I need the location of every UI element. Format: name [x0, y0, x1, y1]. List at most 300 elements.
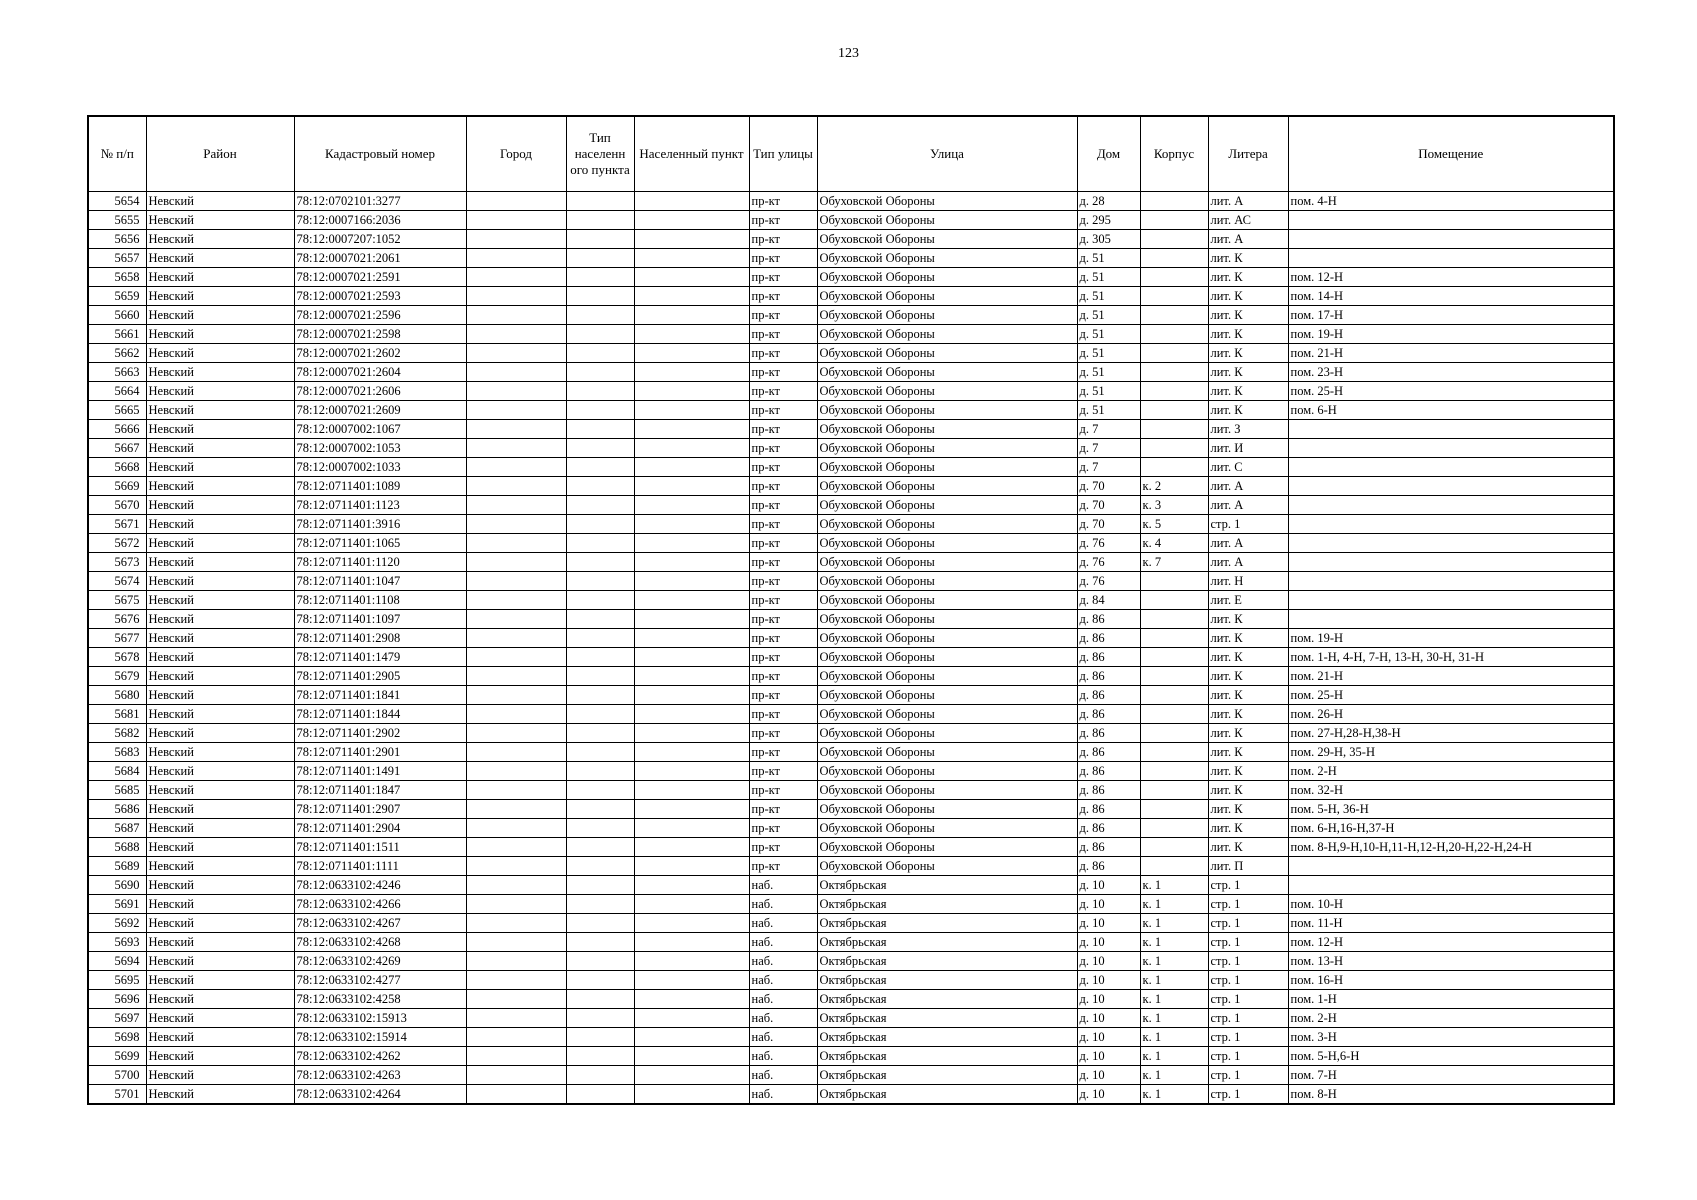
cell-premises: пом. 32-Н [1288, 781, 1614, 800]
cell-street-type: пр-кт [749, 743, 817, 762]
column-header-building: Корпус [1140, 116, 1208, 192]
cell-letter: лит. А [1208, 192, 1288, 211]
cell-city [466, 325, 566, 344]
cell-letter: стр. 1 [1208, 895, 1288, 914]
cell-settlement [634, 610, 749, 629]
cell-street-type: наб. [749, 1009, 817, 1028]
cell-number: 5667 [88, 439, 146, 458]
cell-building: к. 1 [1140, 1066, 1208, 1085]
cell-settlement-type [566, 876, 634, 895]
cell-building [1140, 610, 1208, 629]
cell-house: д. 86 [1077, 838, 1140, 857]
cell-cadastral-number: 78:12:0007021:2604 [294, 363, 466, 382]
cell-district: Невский [146, 724, 294, 743]
cell-letter: лит. А [1208, 534, 1288, 553]
cell-cadastral-number: 78:12:0007002:1067 [294, 420, 466, 439]
cell-premises: пом. 5-Н, 36-Н [1288, 800, 1614, 819]
cell-settlement [634, 743, 749, 762]
cell-house: д. 51 [1077, 249, 1140, 268]
cell-street: Обуховской Обороны [817, 591, 1077, 610]
cell-house: д. 51 [1077, 344, 1140, 363]
cell-city [466, 496, 566, 515]
table-row [88, 1066, 1614, 1085]
cell-number: 5697 [88, 1009, 146, 1028]
table-row [88, 990, 1614, 1009]
cell-settlement-type [566, 667, 634, 686]
cell-district: Невский [146, 876, 294, 895]
cell-house: д. 10 [1077, 876, 1140, 895]
cell-letter: стр. 1 [1208, 990, 1288, 1009]
cell-house: д. 295 [1077, 211, 1140, 230]
cell-house: д. 70 [1077, 477, 1140, 496]
cell-number: 5691 [88, 895, 146, 914]
cell-house: д. 51 [1077, 363, 1140, 382]
cell-street: Октябрьская [817, 1047, 1077, 1066]
cell-district: Невский [146, 1047, 294, 1066]
cell-cadastral-number: 78:12:0711401:1479 [294, 648, 466, 667]
column-header-district: Район [146, 116, 294, 192]
cell-city [466, 667, 566, 686]
cell-cadastral-number: 78:12:0711401:2902 [294, 724, 466, 743]
cell-district: Невский [146, 819, 294, 838]
cell-cadastral-number: 78:12:0007002:1053 [294, 439, 466, 458]
cell-building [1140, 572, 1208, 591]
cell-number: 5699 [88, 1047, 146, 1066]
cell-district: Невский [146, 496, 294, 515]
cell-building [1140, 420, 1208, 439]
cell-city [466, 610, 566, 629]
cell-city [466, 477, 566, 496]
cell-settlement-type [566, 572, 634, 591]
cell-number: 5689 [88, 857, 146, 876]
table-row [88, 401, 1614, 420]
cell-street: Обуховской Обороны [817, 762, 1077, 781]
cell-settlement [634, 838, 749, 857]
cell-settlement [634, 990, 749, 1009]
cell-building [1140, 857, 1208, 876]
cell-letter: лит. К [1208, 762, 1288, 781]
table-row [88, 952, 1614, 971]
cell-street: Обуховской Обороны [817, 648, 1077, 667]
cell-district: Невский [146, 990, 294, 1009]
cell-street-type: пр-кт [749, 572, 817, 591]
cell-number: 5660 [88, 306, 146, 325]
cell-street-type: наб. [749, 1047, 817, 1066]
cell-building [1140, 686, 1208, 705]
column-header-premises: Помещение [1288, 116, 1614, 192]
cell-city [466, 382, 566, 401]
cell-city [466, 838, 566, 857]
cell-street: Обуховской Обороны [817, 363, 1077, 382]
cell-district: Невский [146, 1085, 294, 1105]
cell-number: 5698 [88, 1028, 146, 1047]
cell-cadastral-number: 78:12:0711401:2904 [294, 819, 466, 838]
cell-street: Обуховской Обороны [817, 857, 1077, 876]
cell-letter: стр. 1 [1208, 1066, 1288, 1085]
cell-number: 5679 [88, 667, 146, 686]
cell-cadastral-number: 78:12:0007002:1033 [294, 458, 466, 477]
cell-city [466, 800, 566, 819]
cell-street: Октябрьская [817, 1028, 1077, 1047]
cell-premises: пом. 19-Н [1288, 629, 1614, 648]
cell-building: к. 1 [1140, 933, 1208, 952]
cell-settlement-type [566, 363, 634, 382]
cell-house: д. 7 [1077, 439, 1140, 458]
cell-street: Обуховской Обороны [817, 439, 1077, 458]
cell-number: 5690 [88, 876, 146, 895]
cell-street-type: пр-кт [749, 610, 817, 629]
cell-letter: лит. Н [1208, 572, 1288, 591]
cell-settlement [634, 971, 749, 990]
cell-number: 5677 [88, 629, 146, 648]
cell-letter: лит. К [1208, 800, 1288, 819]
cell-street: Октябрьская [817, 895, 1077, 914]
cell-building [1140, 344, 1208, 363]
cell-city [466, 990, 566, 1009]
cell-premises [1288, 610, 1614, 629]
cell-settlement-type [566, 686, 634, 705]
cell-house: д. 86 [1077, 667, 1140, 686]
table-row [88, 724, 1614, 743]
cell-premises [1288, 534, 1614, 553]
cell-district: Невский [146, 306, 294, 325]
cell-number: 5675 [88, 591, 146, 610]
cell-premises: пом. 13-Н [1288, 952, 1614, 971]
cell-premises: пом. 6-Н [1288, 401, 1614, 420]
cell-building [1140, 382, 1208, 401]
cell-number: 5664 [88, 382, 146, 401]
cell-house: д. 86 [1077, 648, 1140, 667]
cell-cadastral-number: 78:12:0007021:2061 [294, 249, 466, 268]
cell-settlement [634, 629, 749, 648]
cell-city [466, 268, 566, 287]
cell-premises: пом. 2-Н [1288, 762, 1614, 781]
cell-letter: лит. И [1208, 439, 1288, 458]
table-row [88, 515, 1614, 534]
table-row [88, 572, 1614, 591]
cell-cadastral-number: 78:12:0711401:1123 [294, 496, 466, 515]
cell-letter: лит. К [1208, 249, 1288, 268]
cell-settlement-type [566, 306, 634, 325]
cell-cadastral-number: 78:12:0711401:1847 [294, 781, 466, 800]
cell-settlement [634, 1047, 749, 1066]
cell-premises: пом. 1-Н [1288, 990, 1614, 1009]
cell-settlement-type [566, 781, 634, 800]
cell-street: Октябрьская [817, 952, 1077, 971]
cell-settlement-type [566, 382, 634, 401]
cell-building: к. 1 [1140, 1028, 1208, 1047]
cell-cadastral-number: 78:12:0633102:4266 [294, 895, 466, 914]
cell-cadastral-number: 78:12:0711401:1511 [294, 838, 466, 857]
cell-district: Невский [146, 458, 294, 477]
cell-street: Обуховской Обороны [817, 800, 1077, 819]
cell-city [466, 1066, 566, 1085]
cell-house: д. 10 [1077, 990, 1140, 1009]
cell-street-type: пр-кт [749, 192, 817, 211]
cell-district: Невский [146, 667, 294, 686]
cell-street: Октябрьская [817, 933, 1077, 952]
cell-street: Октябрьская [817, 1066, 1077, 1085]
cell-district: Невский [146, 534, 294, 553]
cell-street-type: пр-кт [749, 629, 817, 648]
cell-settlement [634, 952, 749, 971]
cell-city [466, 648, 566, 667]
cell-settlement [634, 914, 749, 933]
cell-letter: лит. А [1208, 496, 1288, 515]
cell-settlement-type [566, 743, 634, 762]
cell-city [466, 1028, 566, 1047]
cell-settlement [634, 686, 749, 705]
cell-number: 5693 [88, 933, 146, 952]
cell-city [466, 686, 566, 705]
cell-district: Невский [146, 857, 294, 876]
cell-number: 5659 [88, 287, 146, 306]
cell-settlement [634, 800, 749, 819]
cell-premises [1288, 572, 1614, 591]
cell-house: д. 76 [1077, 534, 1140, 553]
cell-street: Обуховской Обороны [817, 401, 1077, 420]
cell-house: д. 86 [1077, 800, 1140, 819]
cell-premises [1288, 553, 1614, 572]
cell-street-type: пр-кт [749, 306, 817, 325]
column-header-letter: Литера [1208, 116, 1288, 192]
cell-cadastral-number: 78:12:0633102:4258 [294, 990, 466, 1009]
cell-settlement-type [566, 477, 634, 496]
table-row [88, 762, 1614, 781]
cell-district: Невский [146, 933, 294, 952]
table-row [88, 667, 1614, 686]
cell-premises [1288, 876, 1614, 895]
cell-premises: пом. 3-Н [1288, 1028, 1614, 1047]
cell-city [466, 629, 566, 648]
cell-street: Октябрьская [817, 1009, 1077, 1028]
cell-settlement-type [566, 192, 634, 211]
cell-house: д. 51 [1077, 325, 1140, 344]
table-row [88, 325, 1614, 344]
cell-street-type: наб. [749, 952, 817, 971]
cell-premises: пом. 4-Н [1288, 192, 1614, 211]
cell-number: 5665 [88, 401, 146, 420]
cell-settlement [634, 534, 749, 553]
cell-premises: пом. 12-Н [1288, 933, 1614, 952]
cell-settlement [634, 230, 749, 249]
cell-letter: лит. К [1208, 363, 1288, 382]
cell-letter: лит. А [1208, 477, 1288, 496]
cell-number: 5694 [88, 952, 146, 971]
cell-city [466, 743, 566, 762]
cell-street: Обуховской Обороны [817, 572, 1077, 591]
cell-district: Невский [146, 952, 294, 971]
cell-cadastral-number: 78:12:0007021:2606 [294, 382, 466, 401]
cell-house: д. 10 [1077, 933, 1140, 952]
table-row [88, 287, 1614, 306]
cell-street-type: пр-кт [749, 705, 817, 724]
cell-number: 5661 [88, 325, 146, 344]
cell-settlement [634, 781, 749, 800]
cell-letter: стр. 1 [1208, 952, 1288, 971]
cell-house: д. 86 [1077, 610, 1140, 629]
cell-settlement-type [566, 287, 634, 306]
table-row [88, 1085, 1614, 1105]
column-header-settlement-type: Тип населенн ого пункта [566, 116, 634, 192]
cell-building: к. 1 [1140, 990, 1208, 1009]
cell-letter: лит. К [1208, 724, 1288, 743]
cell-settlement [634, 496, 749, 515]
table-row [88, 458, 1614, 477]
column-header-city: Город [466, 116, 566, 192]
cell-letter: лит. К [1208, 819, 1288, 838]
cell-cadastral-number: 78:12:0711401:1120 [294, 553, 466, 572]
cell-street: Октябрьская [817, 990, 1077, 1009]
cell-street-type: пр-кт [749, 287, 817, 306]
cell-house: д. 10 [1077, 895, 1140, 914]
cell-house: д. 51 [1077, 268, 1140, 287]
cell-number: 5686 [88, 800, 146, 819]
cell-building: к. 1 [1140, 876, 1208, 895]
cell-house: д. 10 [1077, 914, 1140, 933]
cell-street: Обуховской Обороны [817, 458, 1077, 477]
cell-street-type: наб. [749, 895, 817, 914]
cell-letter: лит. З [1208, 420, 1288, 439]
cell-district: Невский [146, 705, 294, 724]
cell-street-type: пр-кт [749, 401, 817, 420]
cell-city [466, 553, 566, 572]
cell-letter: стр. 1 [1208, 914, 1288, 933]
cell-street-type: наб. [749, 876, 817, 895]
cell-settlement-type [566, 344, 634, 363]
cell-district: Невский [146, 629, 294, 648]
cell-settlement-type [566, 914, 634, 933]
cell-settlement-type [566, 496, 634, 515]
cell-district: Невский [146, 344, 294, 363]
cell-cadastral-number: 78:12:0711401:1047 [294, 572, 466, 591]
cell-premises: пом. 11-Н [1288, 914, 1614, 933]
table-row [88, 781, 1614, 800]
cell-number: 5657 [88, 249, 146, 268]
cell-city [466, 876, 566, 895]
cell-premises [1288, 249, 1614, 268]
cell-premises: пом. 8-Н [1288, 1085, 1614, 1105]
cell-district: Невский [146, 1009, 294, 1028]
cell-house: д. 7 [1077, 458, 1140, 477]
cell-premises [1288, 857, 1614, 876]
cell-letter: лит. К [1208, 629, 1288, 648]
cell-letter: стр. 1 [1208, 933, 1288, 952]
cell-cadastral-number: 78:12:0633102:4268 [294, 933, 466, 952]
cell-street: Обуховской Обороны [817, 724, 1077, 743]
cell-number: 5654 [88, 192, 146, 211]
cell-cadastral-number: 78:12:0007021:2591 [294, 268, 466, 287]
cell-number: 5680 [88, 686, 146, 705]
table-row [88, 363, 1614, 382]
cell-settlement-type [566, 553, 634, 572]
cell-settlement-type [566, 401, 634, 420]
cell-house: д. 51 [1077, 382, 1140, 401]
cell-building: к. 1 [1140, 1009, 1208, 1028]
cell-building: к. 2 [1140, 477, 1208, 496]
cell-premises: пом. 5-Н,6-Н [1288, 1047, 1614, 1066]
cell-street-type: пр-кт [749, 781, 817, 800]
cell-building: к. 4 [1140, 534, 1208, 553]
cell-building [1140, 325, 1208, 344]
cell-city [466, 781, 566, 800]
cell-district: Невский [146, 420, 294, 439]
cell-settlement [634, 724, 749, 743]
cell-district: Невский [146, 800, 294, 819]
cell-street-type: пр-кт [749, 553, 817, 572]
cell-premises [1288, 591, 1614, 610]
cell-street-type: пр-кт [749, 363, 817, 382]
cell-settlement-type [566, 819, 634, 838]
cell-settlement-type [566, 610, 634, 629]
cell-district: Невский [146, 591, 294, 610]
cell-district: Невский [146, 686, 294, 705]
table-row [88, 268, 1614, 287]
cell-building [1140, 762, 1208, 781]
cell-house: д. 51 [1077, 287, 1140, 306]
cell-cadastral-number: 78:12:0633102:4264 [294, 1085, 466, 1105]
cell-cadastral-number: 78:12:0633102:4262 [294, 1047, 466, 1066]
table-row [88, 382, 1614, 401]
cell-street: Обуховской Обороны [817, 477, 1077, 496]
cell-premises: пом. 25-Н [1288, 686, 1614, 705]
cell-cadastral-number: 78:12:0711401:1841 [294, 686, 466, 705]
cell-building [1140, 667, 1208, 686]
cell-premises: пом. 12-Н [1288, 268, 1614, 287]
cell-settlement-type [566, 800, 634, 819]
cell-city [466, 534, 566, 553]
cell-district: Невский [146, 230, 294, 249]
cell-settlement-type [566, 249, 634, 268]
cell-building [1140, 838, 1208, 857]
cell-settlement [634, 420, 749, 439]
table-row [88, 629, 1614, 648]
cell-number: 5687 [88, 819, 146, 838]
table-row [88, 933, 1614, 952]
cell-building [1140, 629, 1208, 648]
cell-building [1140, 287, 1208, 306]
cell-building [1140, 230, 1208, 249]
cell-street-type: наб. [749, 1066, 817, 1085]
cell-cadastral-number: 78:12:0633102:4269 [294, 952, 466, 971]
cell-letter: лит. К [1208, 268, 1288, 287]
cell-city [466, 914, 566, 933]
cell-settlement-type [566, 895, 634, 914]
cell-cadastral-number: 78:12:0711401:2907 [294, 800, 466, 819]
cell-house: д. 86 [1077, 629, 1140, 648]
cell-premises: пом. 17-Н [1288, 306, 1614, 325]
cell-cadastral-number: 78:12:0711401:1491 [294, 762, 466, 781]
cell-cadastral-number: 78:12:0711401:1089 [294, 477, 466, 496]
cell-city [466, 287, 566, 306]
cell-street-type: пр-кт [749, 230, 817, 249]
cell-settlement [634, 363, 749, 382]
cell-settlement [634, 401, 749, 420]
cell-street-type: пр-кт [749, 515, 817, 534]
cell-house: д. 51 [1077, 401, 1140, 420]
cell-settlement [634, 667, 749, 686]
cell-street-type: пр-кт [749, 439, 817, 458]
cell-premises: пом. 14-Н [1288, 287, 1614, 306]
cell-settlement-type [566, 211, 634, 230]
cell-settlement-type [566, 990, 634, 1009]
cell-premises: пом. 2-Н [1288, 1009, 1614, 1028]
cell-number: 5655 [88, 211, 146, 230]
cell-building [1140, 648, 1208, 667]
cell-cadastral-number: 78:12:0007021:2596 [294, 306, 466, 325]
cell-cadastral-number: 78:12:0711401:1097 [294, 610, 466, 629]
cell-settlement-type [566, 439, 634, 458]
